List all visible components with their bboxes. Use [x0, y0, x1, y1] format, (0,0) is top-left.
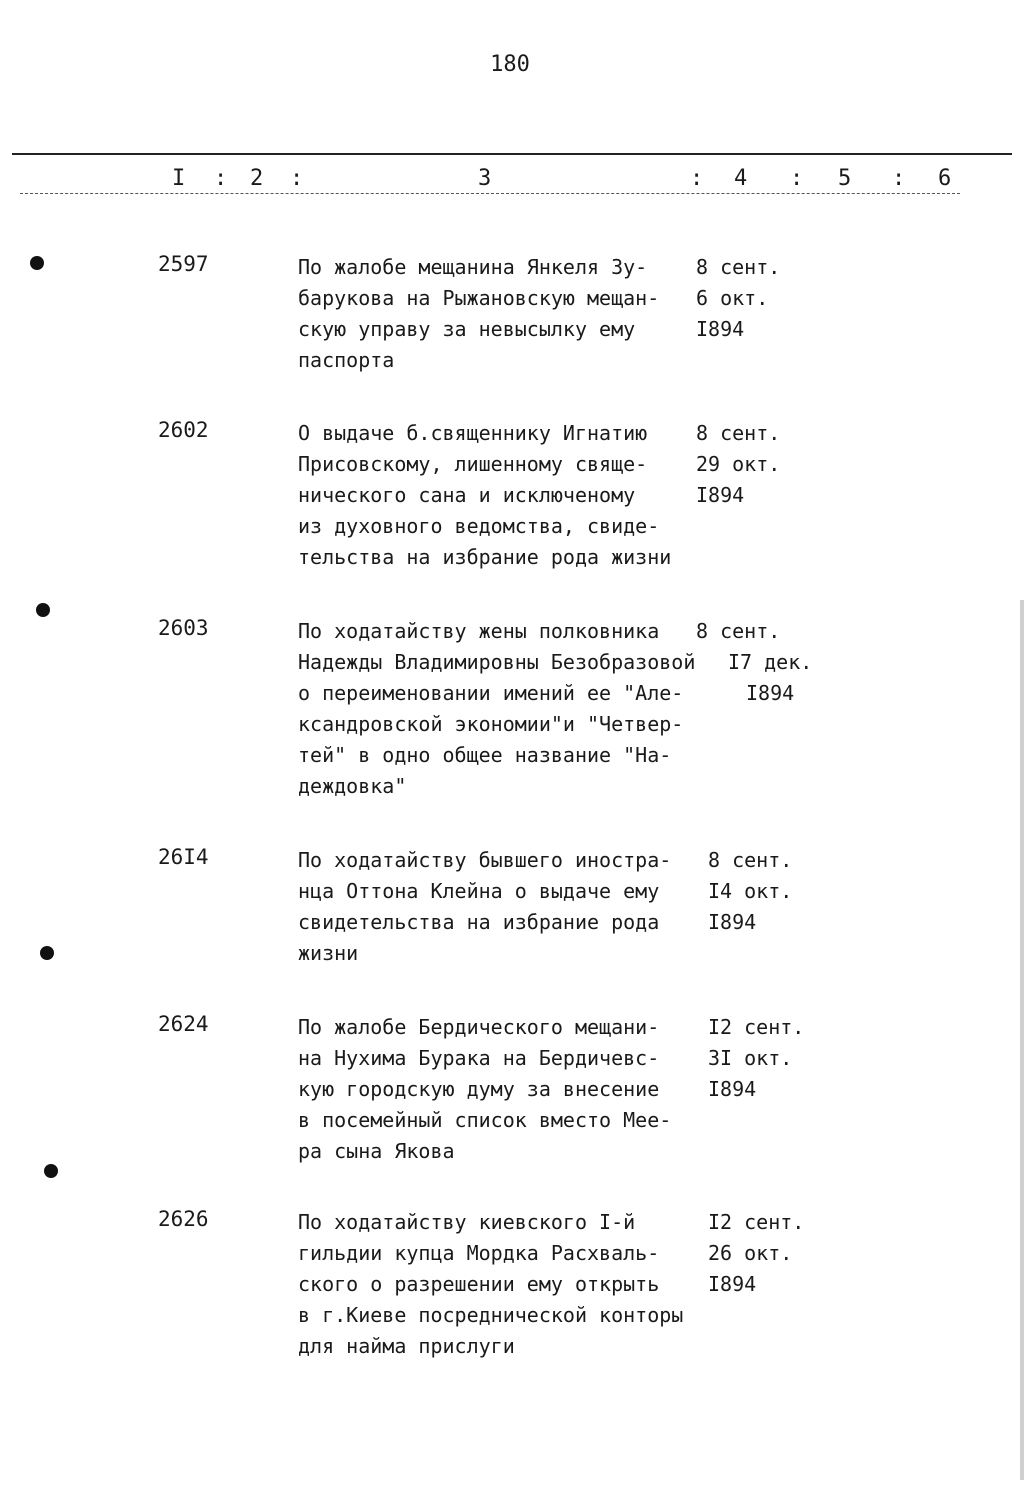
entry-dates: I2 сент. 3I окт. I894	[708, 1015, 805, 1101]
entry-description: По ходатайству киевского I-й гильдии купца Мордка Расхваль- ского о разрешении ему открыть в г.Киеве посреднической конторы для найма прислуги	[298, 1210, 684, 1358]
entry-description: По ходатайству бывшего иностра- нца Оттона Клейна о выдаче ему свидетельства на избрание рода жизни	[298, 848, 672, 965]
entry-description: По жалобе мещанина Янкеля Зу- барукова на Рыжановскую мещан- скую управу за невысылку ему паспорта	[298, 255, 660, 372]
punch-hole-mark	[36, 603, 50, 617]
entry-number: 2624	[158, 1012, 209, 1036]
entry-description: По ходатайству жены полковника Надежды Владимировны Безобразовой о переименовании имений ее "Але- ксандровской экономии"и "Четвер- тей" в одно общее название "На- деждовка"	[298, 619, 696, 798]
entry-number: 2626	[158, 1207, 209, 1231]
header-rule-bottom	[20, 193, 960, 194]
entry-dates: I2 сент. 26 окт. I894	[708, 1210, 805, 1296]
column-header-5: 5	[838, 166, 852, 191]
column-separator: :	[892, 166, 906, 191]
page-number: 180	[490, 52, 530, 77]
column-header-3: 3	[478, 166, 492, 191]
column-header-1: I	[172, 166, 186, 191]
entry-number: 2597	[158, 252, 209, 276]
column-separator: :	[290, 166, 304, 191]
column-separator: :	[790, 166, 804, 191]
punch-hole-mark	[30, 256, 44, 270]
page-edge-shadow	[1020, 600, 1024, 1480]
entry-description: О выдаче б.священнику Игнатию Присовскому, лишенному свяще- нического сана и исключеному из духовного ведомства, свиде- тельства на избрание рода жизни	[298, 421, 672, 569]
entry-number: 2603	[158, 616, 209, 640]
entry-number: 2602	[158, 418, 209, 442]
entry-description: По жалобе Бердического мещани- на Нухима Бурака на Бердичевс- кую городскую думу за внесение в посемейный список вместо Мее- ра сына Якова	[298, 1015, 672, 1163]
punch-hole-mark	[44, 1164, 58, 1178]
column-separator: :	[214, 166, 228, 191]
entry-dates: 8 сент. I4 окт. I894	[708, 848, 793, 934]
column-header-6: 6	[938, 166, 952, 191]
column-header-2: 2	[250, 166, 264, 191]
punch-hole-mark	[40, 946, 54, 960]
entry-number: 26I4	[158, 845, 209, 869]
column-separator: :	[690, 166, 704, 191]
entry-dates: 8 сент. I7 дек. I894	[696, 619, 813, 705]
header-rule-top	[12, 153, 1012, 155]
entry-dates: 8 сент. 29 окт. I894	[696, 421, 781, 507]
column-header-4: 4	[734, 166, 748, 191]
entry-dates: 8 сент. 6 окт. I894	[696, 255, 781, 341]
